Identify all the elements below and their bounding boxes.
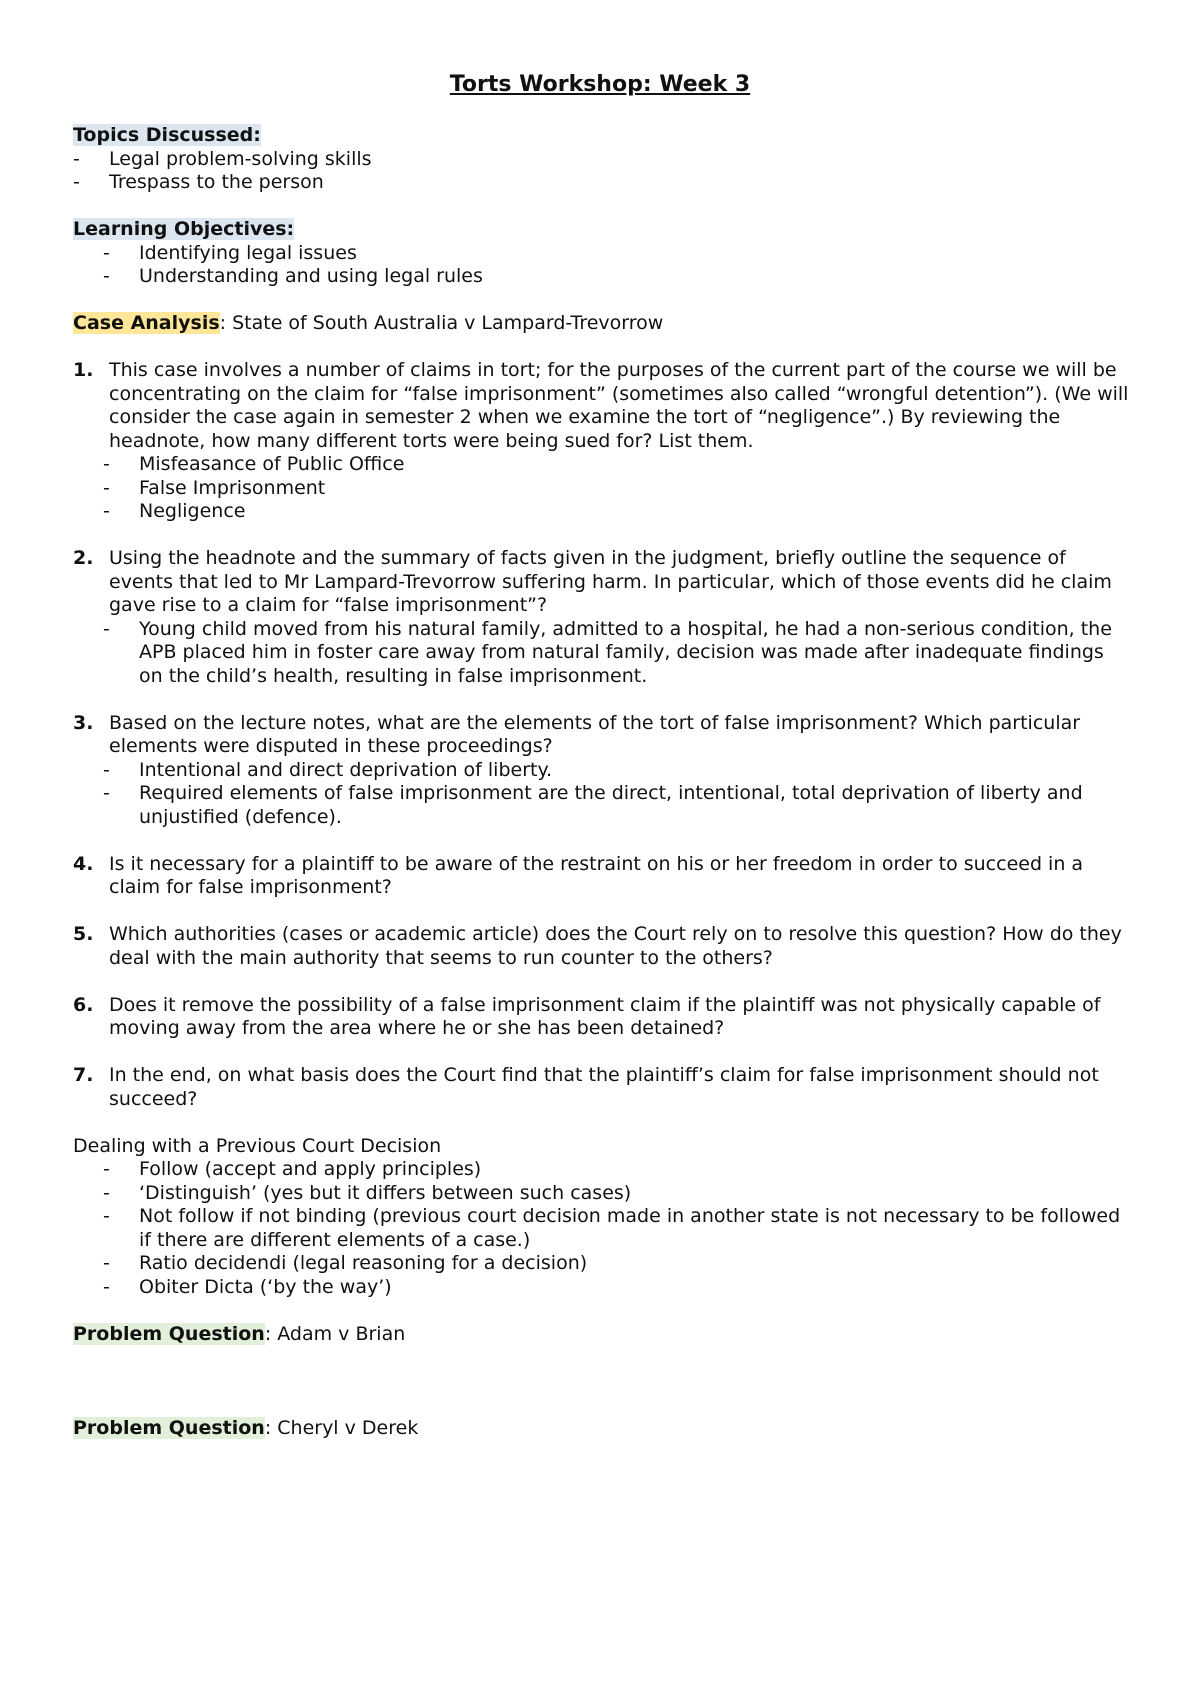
answer-item: - Required elements of false imprisonment are the direct, intentional, total deprivation of liberty and unjustified (defence). (103, 782, 1083, 828)
list-item: - Ratio decidendi (legal reasoning for a decision) (103, 1252, 588, 1274)
case-analysis-label: Case Analysis (73, 312, 220, 334)
answer-item: - Misfeasance of Public Office (103, 453, 405, 475)
answer-item: - Negligence (103, 500, 246, 522)
list-item: - Identifying legal issues (103, 241, 357, 264)
answer-item: - Intentional and direct deprivation of liberty. (103, 758, 553, 781)
page-title: Torts Workshop: Week 3 (449, 72, 751, 97)
question-item (73, 923, 1133, 970)
question-number: 1. (73, 359, 94, 381)
previous-decision-list (73, 1158, 1133, 1299)
case-analysis-line: Case Analysis: State of South Australia v Lampard-Trevorrow (73, 312, 664, 334)
list-item: - Trespass to the person (73, 171, 324, 193)
question-number: 5. (73, 923, 94, 945)
question-item (73, 853, 1133, 900)
question-text: Based on the lecture notes, what are the elements of the tort of false imprisonment? Which particular elements were disputed in these proceedings? (109, 711, 1081, 757)
question-item (73, 712, 1133, 759)
question-item (73, 1064, 1133, 1111)
question-number: 4. (73, 852, 94, 875)
document-body (73, 124, 1133, 1440)
list-item: - ‘Distinguish’ (yes but it differs between such cases) (103, 1181, 632, 1204)
question-number: 6. (73, 993, 94, 1016)
objectives-heading: Learning Objectives: (73, 218, 295, 240)
list-item: - Not follow if not binding (previous court decision made in another state is not necessary to be followed if there are different elements of a case.) (103, 1205, 1121, 1251)
question-text: Does it remove the possibility of a false imprisonment claim if the plaintiff was not physically capable of moving away from the area where he or she has been detained? (109, 993, 1101, 1039)
question-number: 2. (73, 547, 94, 569)
answer-item: - False Imprisonment (103, 476, 326, 499)
question-number: 7. (73, 1064, 94, 1086)
question-text: Which authorities (cases or academic article) does the Court rely on to resolve this question? How do they deal with the main authority that seems to run counter to the others? (109, 923, 1122, 969)
problem-question-1: Problem Question: Adam v Brian (73, 1322, 406, 1345)
list-item: - Obiter Dicta (‘by the way’) (103, 1275, 392, 1298)
question-item (73, 359, 1133, 453)
question-item (73, 994, 1133, 1041)
list-item: - Understanding and using legal rules (103, 265, 483, 287)
question-text: Using the headnote and the summary of facts given in the judgment, briefly outline the sequence of events that led to Mr Lampard-Trevorrow suffering harm. In particular, which of those events did he claim gave rise to a claim for “false imprisonment”? (109, 547, 1112, 616)
answer-item: - Young child moved from his natural family, admitted to a hospital, he had a non-serious condition, the APB placed him in foster care away from natural family, decision was made after inadequate findings on the child’s health, resulting in false imprisonment. (103, 617, 1112, 687)
question-text: This case involves a number of claims in tort; for the purposes of the current part of the course we will be concentrating on the claim for “false imprisonment” (sometimes also called “wrongful detention”). (We will consider the case again in semester 2 when we examine the tort of “negligence”.) By reviewing the headnote, how many different torts were being sued for? List them. (109, 359, 1129, 452)
questions-list (73, 359, 1133, 1135)
list-item: - Legal problem-solving skills (73, 147, 372, 170)
topics-heading: Topics Discussed: (73, 124, 261, 146)
question-text: Is it necessary for a plaintiff to be aware of the restraint on his or her freedom in order to succeed in a claim for false imprisonment? (109, 852, 1084, 898)
question-item (73, 547, 1133, 618)
question-text: In the end, on what basis does the Court find that the plaintiff’s claim for false imprisonment should not succeed? (109, 1064, 1099, 1110)
list-item: - Follow (accept and apply principles) (103, 1158, 482, 1180)
previous-decision-heading: Dealing with a Previous Court Decision (73, 1134, 442, 1157)
problem-question-2: Problem Question: Cheryl v Derek (73, 1416, 419, 1439)
question-number: 3. (73, 711, 94, 734)
